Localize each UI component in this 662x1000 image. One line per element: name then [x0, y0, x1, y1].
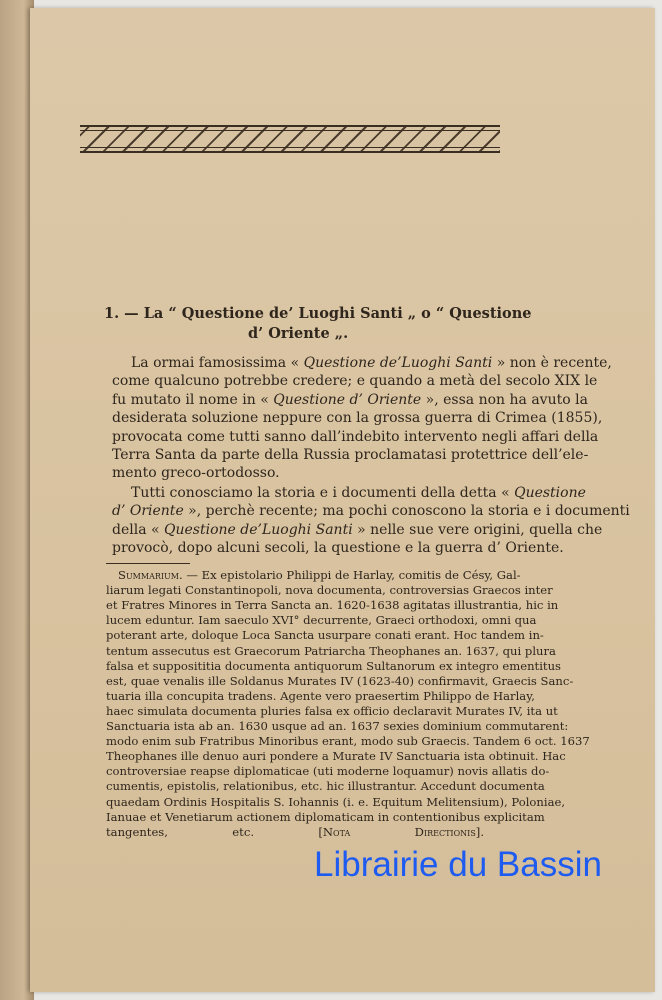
text-run: Terra Santa da parte della Russia proclamatasi protettrice dell’ele- [112, 447, 589, 463]
body-line [112, 410, 603, 427]
text-run: lucem eduntur. Iam saeculo XVI° decurrente, Graeci orthodoxi, omni qua [106, 613, 537, 628]
left-page-edge [0, 0, 34, 1000]
footnote-line [106, 749, 566, 764]
footnote-line [106, 673, 574, 689]
text-run: Sanctuaria ista ab an. 1630 usque ad an. 1637 sexies dominium commutarent: [106, 719, 569, 733]
footnote-line [106, 598, 559, 613]
footnote-line [106, 719, 569, 734]
text-run: — Ex epistolario Philippi de Harlay, comitis de Césy, Gal- [182, 568, 521, 582]
text-run: cumentis, epistolis, relationibus, etc. hic illustrantur. Accedunt documenta [106, 779, 545, 794]
text-run: Tutti conosciamo la storia e i documenti della detta « [131, 484, 515, 501]
text-run: modo enim sub Fratribus Minoribus erant, modo sub Graecis. Tandem 6 oct. 1637 [106, 734, 590, 749]
text-run: poterant arte, doloque Loca Sancta usurpare conati erant. Hoc tandem in- [106, 628, 544, 643]
footnote-line [118, 568, 521, 583]
text-run: provocata come tutti sanno dall’indebito intervento negli affari della [112, 428, 599, 445]
text-run: tuaria illa concupita tradens. Agente vero praesertim Philippo de Harlay, [106, 688, 535, 703]
body-line [112, 521, 603, 538]
body-line [112, 465, 502, 481]
text-run: La ormai famosissima « [131, 355, 304, 371]
body-line [112, 540, 564, 556]
text-run: d’ Oriente [112, 503, 184, 520]
text-run: d’ Oriente „. [248, 325, 349, 342]
footnote-line [106, 643, 556, 659]
footnote-line [106, 613, 537, 628]
text-run: fu mutato il nome in « [112, 391, 274, 408]
body-line [112, 373, 598, 390]
body-line [112, 503, 630, 520]
text-run: 1. — La “ Questione de’ Luoghi Santi „ o “ Questione [104, 305, 532, 322]
text-run: et Fratres Minores in Terra Sancta an. 1620-1638 agitatas illustrantia, hic in [106, 598, 559, 613]
text-run: Questione d’ Oriente [273, 391, 422, 408]
text-run: » nelle sue vere origini, quella che [352, 521, 603, 538]
text-run: liarum legati Constantinopoli, nova documenta, controversias Graecos inter [106, 583, 553, 598]
text-run: tangentes, etc. [106, 824, 319, 839]
footnote-line [106, 658, 561, 674]
footnote-line [106, 809, 545, 825]
text-run: Questione de’Luoghi Santi [303, 355, 493, 371]
footnote-line [106, 688, 535, 704]
text-run: Ianuae et Venetiarum actionem diplomaticam in contentionibus explicitam [106, 809, 545, 824]
text-run: Summarium. [118, 568, 183, 582]
footnote-line [106, 734, 590, 749]
footnote-line [106, 779, 545, 794]
text-run: [Nota Directionis]. [318, 824, 485, 839]
text-run: » non è recente, [492, 355, 612, 371]
text-run: », essa non ha avuto la [421, 391, 588, 408]
section-heading-line [248, 325, 348, 342]
text-run: Questione [514, 484, 586, 501]
footnote-line [106, 764, 550, 779]
ornamental-header-band [80, 125, 500, 153]
text-run: provocò, dopo alcuni secoli, la questione e la guerra d’ Oriente. [112, 540, 564, 556]
body-line [131, 484, 586, 501]
text-run: quaedam Ordinis Hospitalis S. Iohannis (i. e. Equitum Melitensium), Poloniae, [106, 794, 566, 809]
text-run: come qualcuno potrebbe credere; e quando a metà del secolo XIX le [112, 373, 598, 390]
body-line [112, 447, 589, 463]
text-run: haec simulata documenta pluries falsa ex officio declaravit Murates IV, ita ut [106, 703, 558, 718]
text-run: Theophanes ille denuo auri pondere a Murate IV Sanctuaria ista obtinuit. Hac [106, 749, 566, 764]
text-run: tentum assecutus est Graecorum Patriarcha Theophanes an. 1637, qui plura [106, 643, 556, 658]
body-line [112, 428, 599, 445]
footnote-line [106, 826, 484, 840]
footnote-rule [106, 563, 190, 564]
section-heading-line [104, 305, 532, 322]
text-run: falsa et supposititia documenta antiquorum Sultanorum ex integro ementitus [106, 658, 561, 673]
footnote-line [106, 794, 566, 810]
text-run: della « [112, 521, 165, 538]
footnote-line [106, 628, 544, 643]
footnote-line [106, 703, 558, 719]
text-run: », perchè recente; ma pochi conoscono la storia e i documenti [183, 503, 630, 520]
footnote-line [106, 583, 553, 598]
body-line [112, 391, 588, 408]
text-run: mento greco-ortodosso. [112, 465, 280, 482]
text-run: desiderata soluzione neppure con la grossa guerra di Crimea (1855), [112, 410, 603, 427]
watermark: Librairie du Bassin [314, 845, 602, 884]
body-line [131, 355, 612, 371]
text-run: Questione de’Luoghi Santi [164, 521, 353, 538]
text-run: est, quae venalis ille Soldanus Murates IV (1623-40) confirmavit, Graecis Sanc- [106, 673, 574, 688]
text-run: controversiae reapse diplomaticae (uti moderne loquamur) novis allatis do- [106, 764, 550, 779]
